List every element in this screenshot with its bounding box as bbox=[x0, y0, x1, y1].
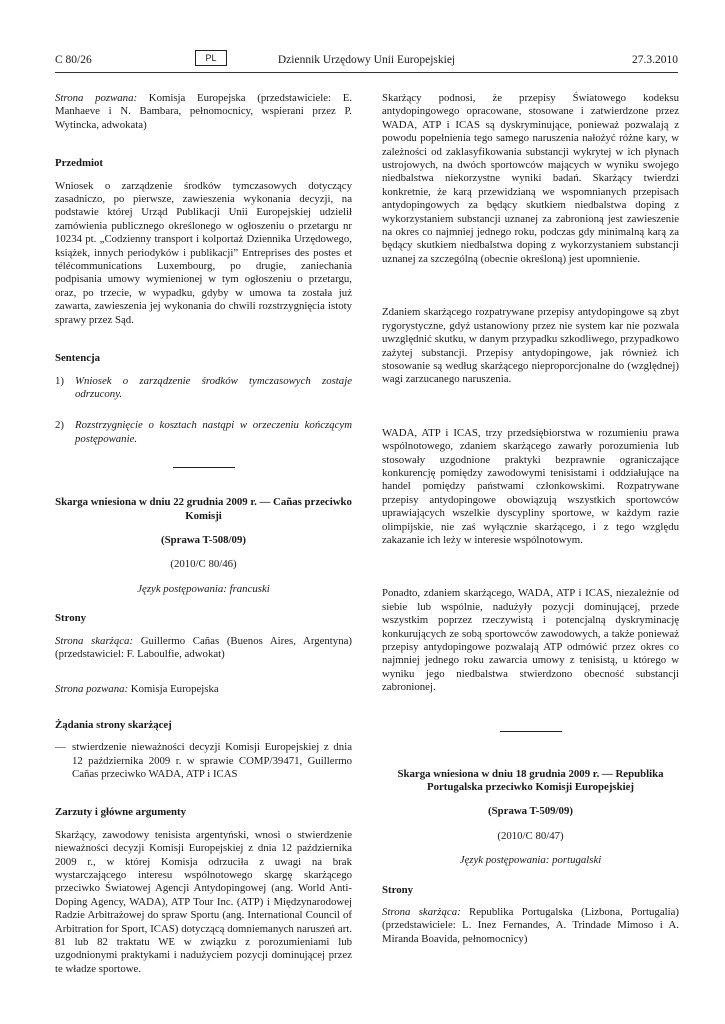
case2-number: (Sprawa T-509/09) bbox=[488, 805, 573, 818]
defendant-label: Strona pozwana: bbox=[55, 92, 138, 104]
subject-heading: Przedmiot bbox=[55, 157, 103, 170]
language-box: PL bbox=[195, 50, 227, 66]
left-column bbox=[55, 92, 352, 976]
ruling-item-number: 2) bbox=[55, 419, 64, 432]
subject-text: Wniosek o zarządzenie środków tymczasowych dotyczący zasadniczo, po pierwsze, zawieszenia wykonania decyzji, na podstawie której Urząd Publikacji Unii Europejskiej udzielił zamówienia publicznego określonego w ogłoszeniu o przetargu nr 10234 pt. „Codzienny transport i kolportaż Dziennika Urzędowego, książek, innych periodyków i publikacji” Entreprises des postes et télécommunications Luxembourg, po drugie, zaniechania podpisania umowy wymienionej w tym ogłoszeniu o przetargu, oraz, po trzecie, w wypadku, gdyby w umowa ta została już zawarta, zawieszenia jej wykonania do chwili rozstrzygnięcia istoty sprawy przez Sąd. bbox=[55, 179, 352, 326]
claims-item bbox=[55, 741, 352, 781]
case-language: Język postępowania: francuski bbox=[137, 582, 270, 595]
case-reference: (2010/C 80/46) bbox=[170, 558, 237, 571]
applicant-paragraph bbox=[55, 635, 352, 662]
right-paragraph-3: WADA, ATP i ICAS, trzy przedsiębiorstwa w rozumieniu prawa wspólnotowego, zdaniem skarżącego zawarły porozumienia lub stosowały uzgodnione praktyki bezprawnie ograniczające konkurencję pomiędzy zawodowymi tenisistami i oddziałujące na handel pomiędzy państwami członkowskimi. Rozpatrywane przepisy antydopingowe obowiązują wszystkich sportowców uprawiających wszelkie dyscypliny sportowe, w każdym razie olimpijskie, nie zaś wyłącznie skarżącego, i z tego względu zakazanie ich leży w interesie wspólnotowym. bbox=[382, 426, 679, 546]
defendant2-label: Strona pozwana: bbox=[55, 683, 129, 696]
defendant-paragraph bbox=[55, 92, 352, 132]
defendant2-paragraph bbox=[55, 683, 352, 696]
case-number: (Sprawa T-508/09) bbox=[161, 533, 246, 546]
case2-title: Skarga wniesiona w dniu 18 grudnia 2009 r. — Republika Portugalska przeciwko Komisji Europejskiej bbox=[397, 767, 664, 794]
defendant2-text: Komisja Europejska bbox=[130, 683, 219, 696]
journal-title: Dziennik Urzędowy Unii Europejskiej bbox=[277, 54, 456, 66]
right-paragraph-4: Ponadto, zdaniem skarżącego, WADA, ATP i ICAS, niezależnie od siebie lub wspólnie, nadużyły pozycji dominującej, przede wszystkim poprzez rzeczywistą i potencjalną dyskryminację konkurujących ze sobą sportowców zawodowych, a także ponieważ przepisy antydopingowe pozwalają ATP odmówić przez okres co najmniej jednego roku zawarcia umowy z tenisistą, u którego w wyniku jego niedbalstwa stwierdzono obecność substancji zabronionej. bbox=[382, 587, 679, 694]
parties-heading: Strony bbox=[55, 612, 86, 625]
applicant2-text: Republika Portugalska (Lizbona, Portugalia) (przedstawiciele: L. Inez Fernandes, A. Trindade Mimoso i A. Miranda Boavida, pełnomocnicy) bbox=[382, 906, 679, 945]
applicant-label: Strona skarżąca: bbox=[55, 634, 134, 647]
header-rule bbox=[55, 72, 678, 73]
ruling-item bbox=[55, 375, 352, 402]
ruling-item-number: 1) bbox=[55, 374, 64, 387]
section-divider bbox=[173, 467, 235, 468]
claims-item-text: stwierdzenie nieważności decyzji Komisji Europejskiej z dnia 12 października 2009 r. w sprawie COMP/39471, Guillermo Cañas przeciwko WADA, ATP i ICAS bbox=[72, 741, 352, 780]
right-column bbox=[382, 92, 679, 946]
page-header bbox=[55, 52, 678, 70]
case-title: Skarga wniesiona w dniu 22 grudnia 2009 r. — Cañas przeciwko Komisji bbox=[55, 496, 352, 522]
defendant-text: Komisja Europejska (przedstawiciele: E. Manhaeve i N. Bambara, pełnomocnicy, wspierani przez P. Wytincka, adwokata) bbox=[55, 92, 352, 131]
claims-item-dash: — bbox=[55, 741, 66, 754]
case2-reference: (2010/C 80/47) bbox=[497, 829, 564, 842]
applicant2-label: Strona skarżąca: bbox=[382, 906, 461, 919]
publication-date: 27.3.2010 bbox=[632, 54, 678, 66]
ruling-item bbox=[55, 419, 352, 446]
pleas-text: Skarżący, zawodowy tenisista argentyński, wnosi o stwierdzenie nieważności decyzji Komisji Europejskiej z dnia 12 października 2009 r., w której Komisja odrzuciła z uwagi na brak wystarczającego interesu wspólnotowego skargę skarżącego przeciwko Światowej Agencji Antydopingowej (ang. World Anti-Doping Agency, WADA), ATP Tour Inc. (ATP) i Międzynarodowej Radzie Arbitrażowej do spraw Sportu (ang. International Council of Arbitration for Sport, ICAS) dotyczącą domniemanych naruszeń art. 81 lub 82 traktatu WE w związku z porozumieniami lub uzgodnionymi praktykami i nadużyciem pozycji dominującej przez te władze sportowe. bbox=[55, 828, 352, 975]
applicant2-paragraph bbox=[382, 906, 679, 946]
case2-language: Język postępowania: portugalski bbox=[459, 854, 602, 867]
section-divider bbox=[500, 731, 562, 732]
ruling-item-text: Rozstrzygnięcie o kosztach nastąpi w orzeczeniu kończącym postępowanie. bbox=[75, 419, 352, 445]
ruling-item-text: Wniosek o zarządzenie środków tymczasowych zostaje odrzucony. bbox=[75, 374, 352, 400]
right-paragraph-1: Skarżący podnosi, że przepisy Światowego kodeksu antydopingowego opracowane, stosowane i zatwierdzone przez WADA, ATP i ICAS są dyskryminujące, ponieważ pozwalają z powodu popełnienia tego samego naruszenia nałożyć różne kary, w zależności od zaklasyfikowania substancji wykrytej w ich płynach ustrojowych, na dwóch sportowców mających w wyniku swojego niedbalstwa niekorzystne wyniki badań. Skarżący twierdzi konkretnie, że karą przewidzianą we wspomnianych przepisach antydopingowych za będący skutkiem niedbalstwa doping z wykorzystaniem substancji uznanej za zabronioną jest zawieszenie na okres co najmniej jednego roku, podczas gdy minimalną karą za będący skutkiem niedbalstwa doping z wykorzystaniem substancji uznanej za szczególną (obecnie określoną) jest upomnienie. bbox=[382, 92, 679, 265]
right-paragraph-2: Zdaniem skarżącego rozpatrywane przepisy antydopingowe są zbyt rygorystyczne, gdyż ustanowiony przez nie system kar nie pozwala uwzględnić skutku, w danym przypadku szkodliwego, przypadkowo zażytej substancji. Przepisy antydopingowe, jak również ich stosowanie są według skarżącego nieproporcjonalne do (względnej) wagi zarzucanego naruszenia. bbox=[382, 306, 679, 386]
claims-heading: Żądania strony skarżącej bbox=[55, 718, 172, 731]
applicant-text: Guillermo Cañas (Buenos Aires, Argentyna) (przedstawiciel: F. Laboulfie, adwokat) bbox=[55, 634, 352, 660]
ruling-heading: Sentencja bbox=[55, 352, 100, 365]
page-reference: C 80/26 bbox=[55, 54, 92, 66]
pleas-heading: Zarzuty i główne argumenty bbox=[55, 806, 187, 819]
parties2-heading: Strony bbox=[382, 883, 413, 896]
